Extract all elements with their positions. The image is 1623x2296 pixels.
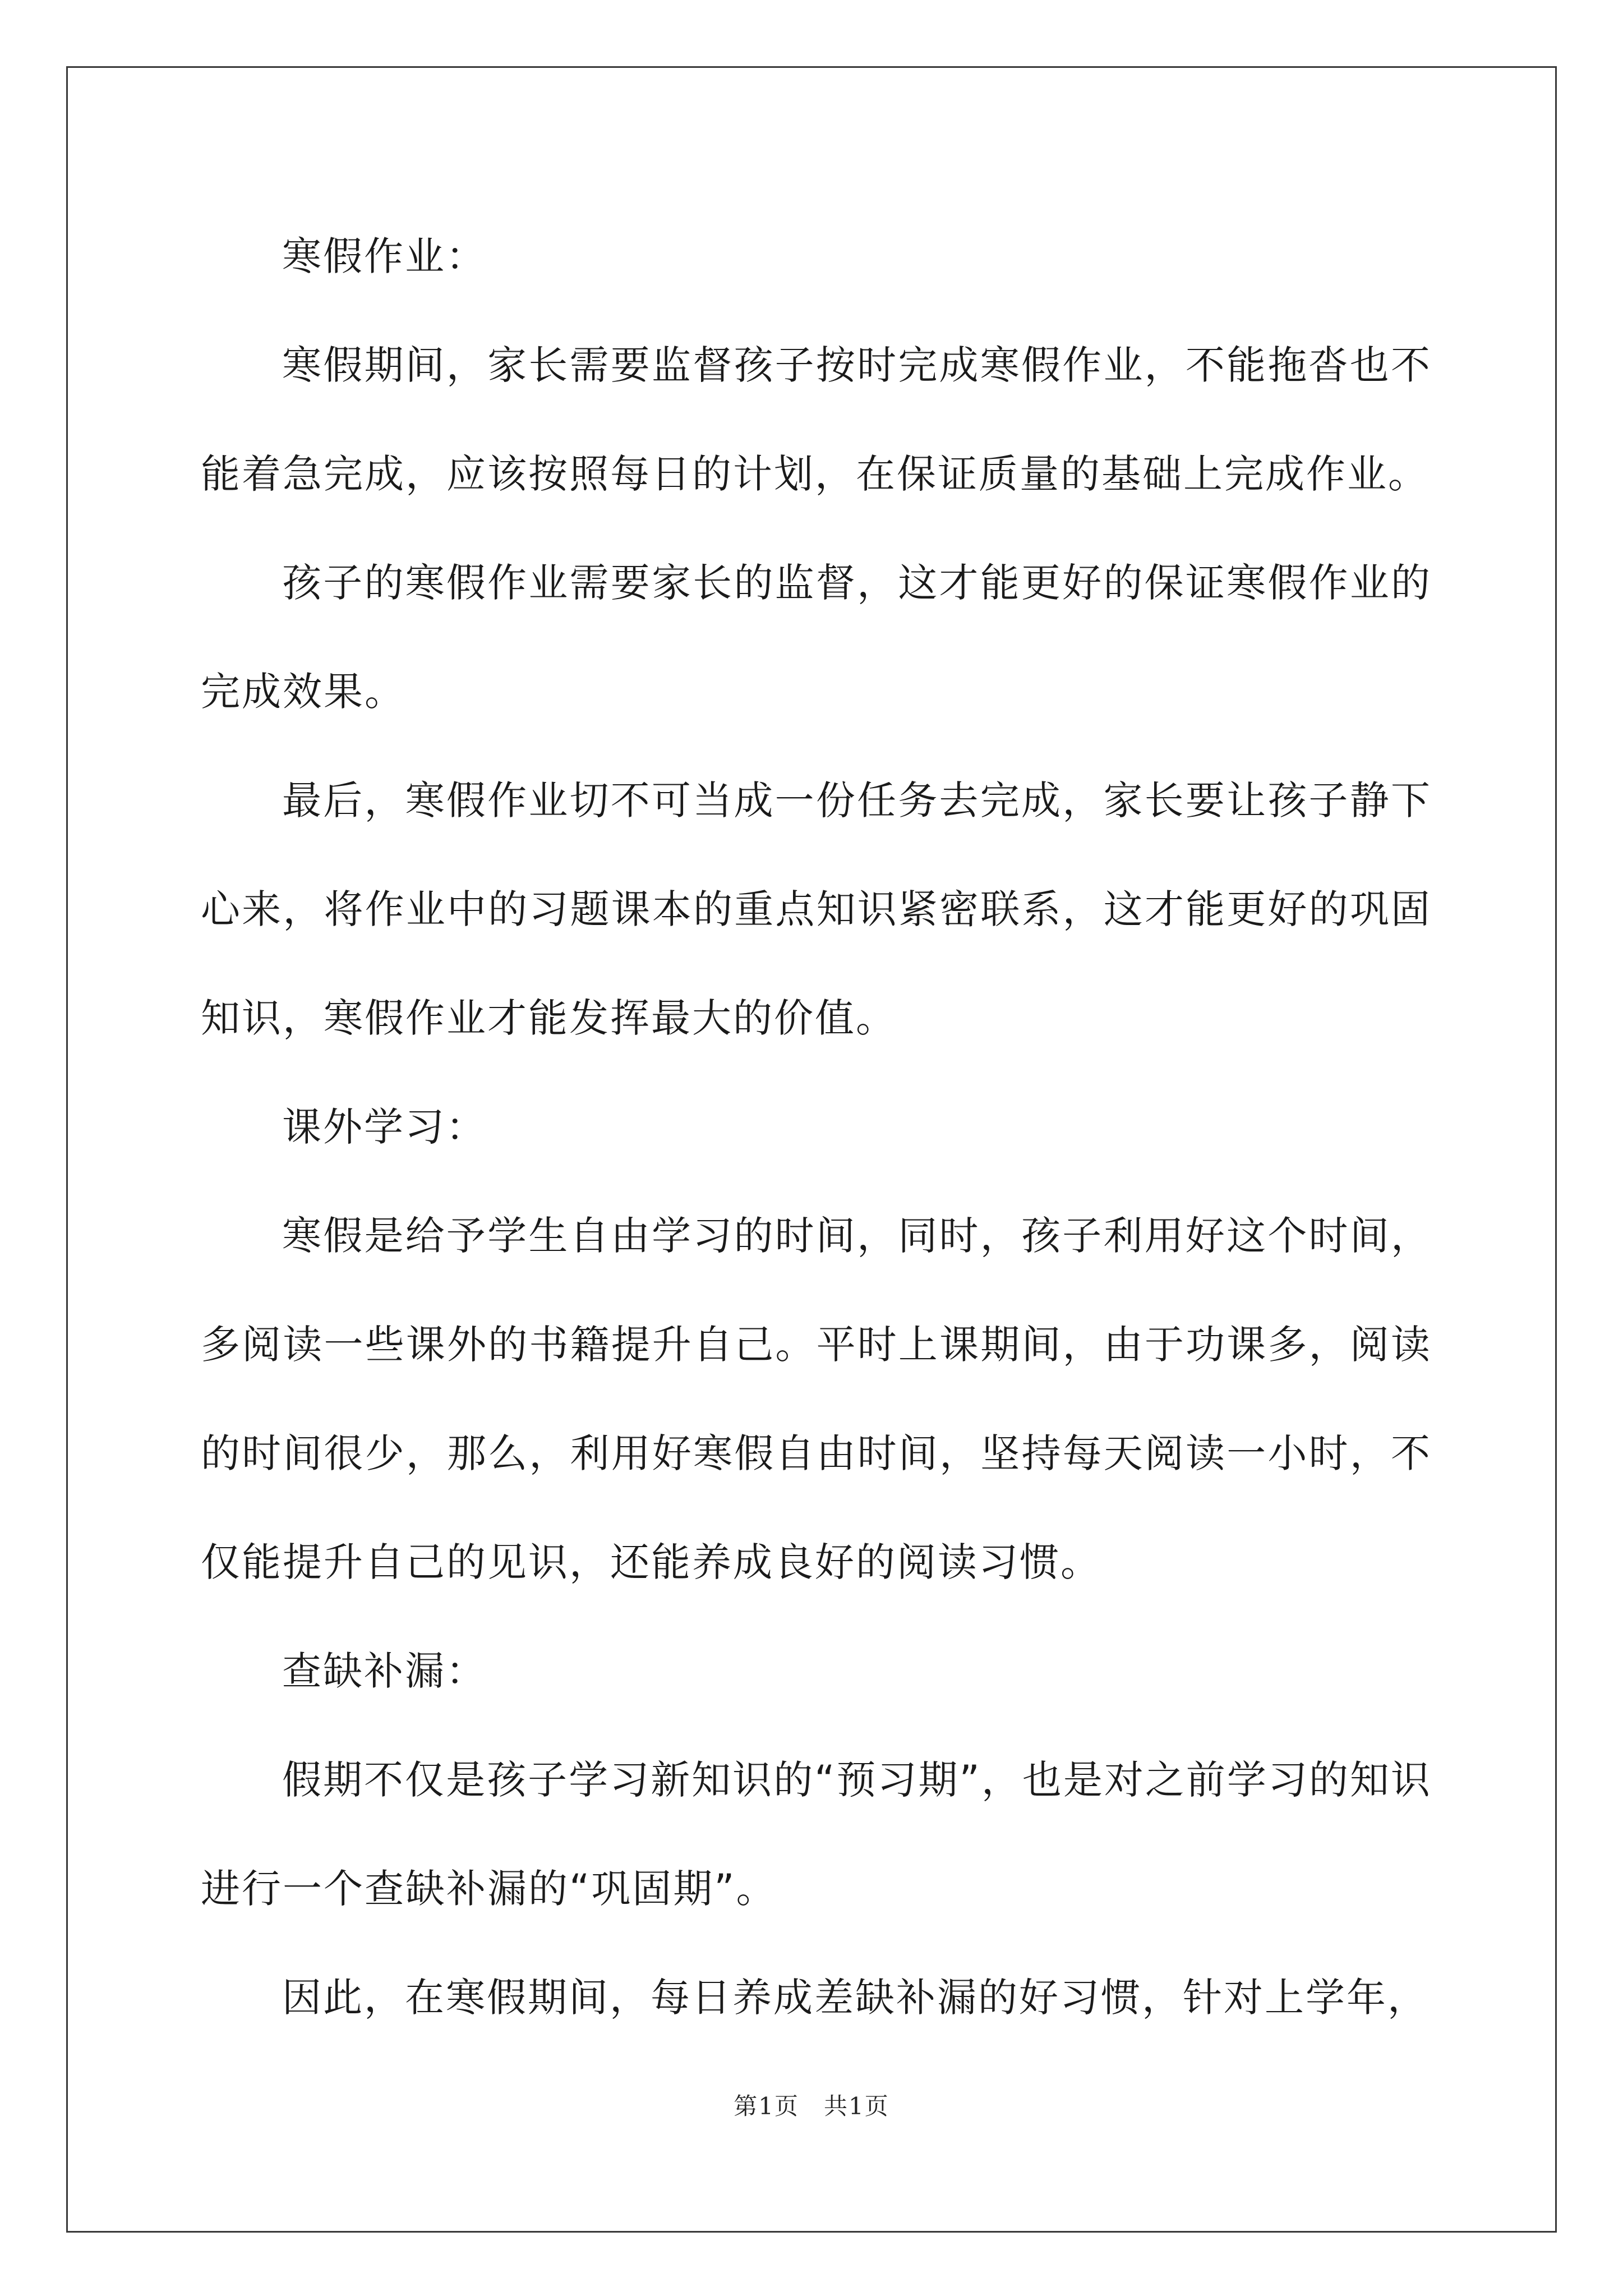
section-heading-extracurricular: 课外学习： <box>282 1104 487 1150</box>
section-heading-homework: 寒假作业： <box>282 233 487 279</box>
paragraph-reading: 寒假是给予学生自由学习的时间，同时，孩子利用好这个时间，多阅读一些课外的书籍提升自己。平时上课期间，由于功课多，阅读的时间很少，那么，利用好寒假自由时间，坚持每天阅读一小时，不仅能提升自己的见识，还能养成良好的阅读习惯。 <box>201 1213 1432 1585</box>
section-heading-review: 查缺补漏： <box>282 1648 487 1694</box>
page-number-footer: 第1页 共1页 <box>734 2092 889 2120</box>
paragraph-review-period: 假期不仅是孩子学习新知识的“预习期”，也是对之前学习的知识进行一个查缺补漏的“巩固期”。 <box>201 1757 1432 1912</box>
document-body <box>201 202 1432 2052</box>
paragraph-homework-effect: 孩子的寒假作业需要家长的监督，这才能更好的保证寒假作业的完成效果。 <box>201 560 1432 715</box>
paragraph-homework-value: 最后，寒假作业切不可当成一份任务去完成，家长要让孩子静下心来，将作业中的习题课本的重点知识紧密联系，这才能更好的巩固知识，寒假作业才能发挥最大的价值。 <box>201 777 1432 1041</box>
paragraph-homework-supervision: 寒假期间，家长需要监督孩子按时完成寒假作业，不能拖沓也不能着急完成，应该按照每日的计划，在保证质量的基础上完成作业。 <box>201 342 1432 497</box>
paragraph-review-habit: 因此，在寒假期间，每日养成差缺补漏的好习惯，针对上学年， <box>282 1975 1428 2021</box>
